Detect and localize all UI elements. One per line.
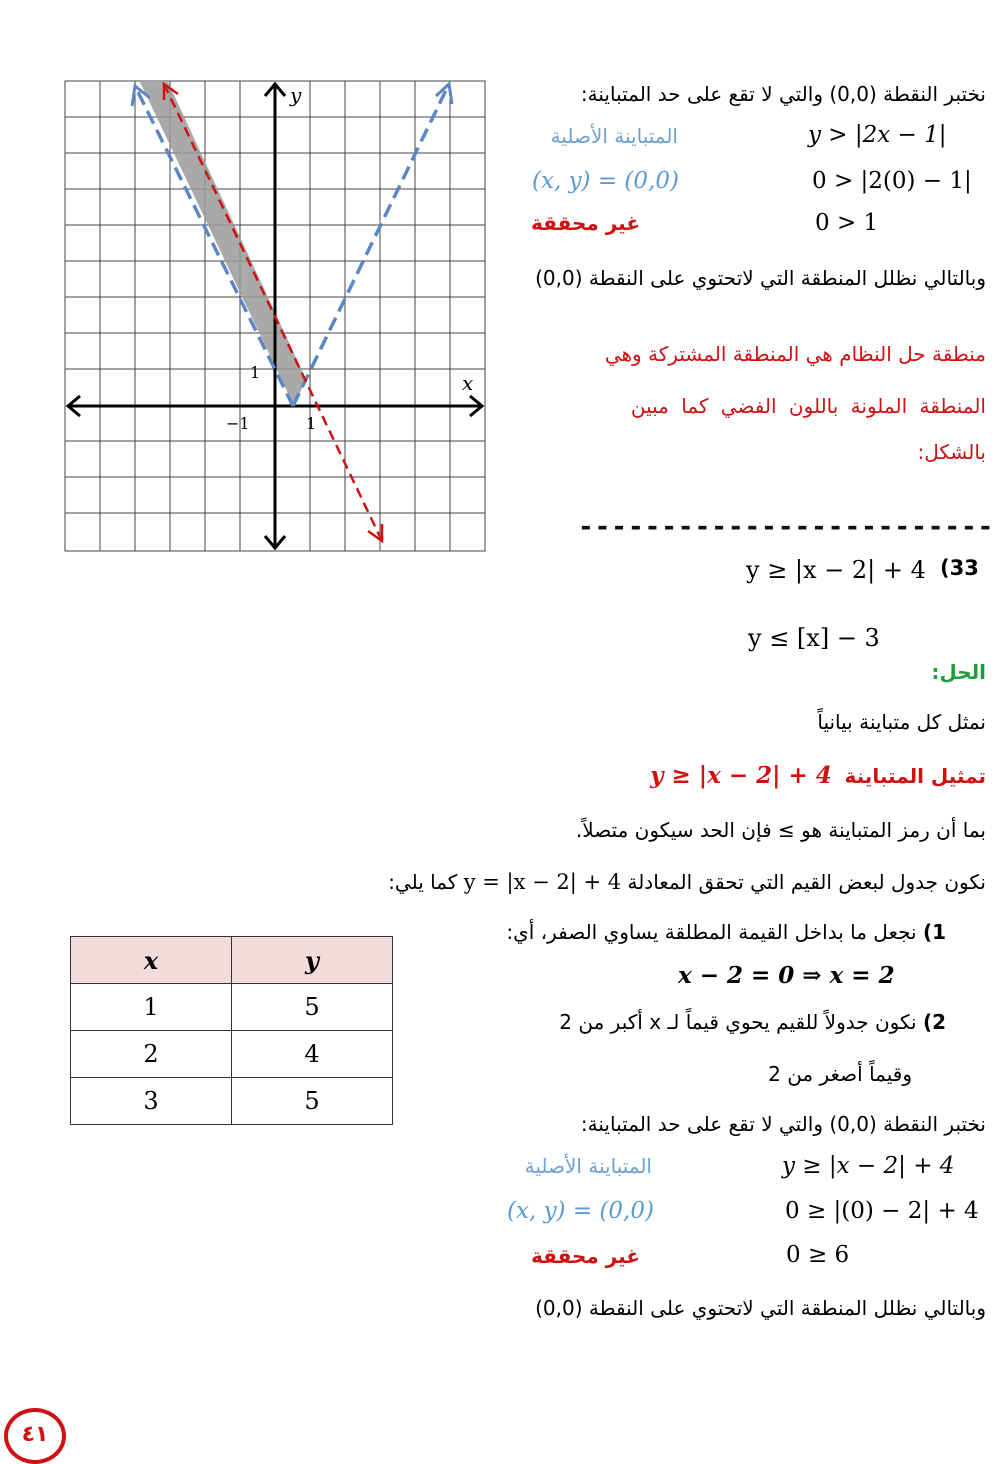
section-separator: ------------------------- [578, 512, 995, 542]
tick-label-x1: 1 [306, 414, 317, 433]
representation-title-math: y ≥ |x − 2| + 4 [650, 762, 832, 789]
original-inequality-1: y > |2x − 1| [808, 122, 947, 148]
shade-text-2: وبالتالي نظلل المنطقة التي لاتحتوي على النقطة (0,0) [535, 1296, 986, 1320]
result-1: 0 > 1 [815, 210, 879, 236]
step-1-math: x − 2 = 0 ⇒ x = 2 [678, 962, 895, 989]
step-2-number: 2) [922, 1010, 946, 1034]
substituted-inequality-1 [812, 168, 972, 194]
step-2-continued: وقيماً أصغر من 2 [768, 1062, 912, 1086]
table-intro-text-1: نكون جدول لبعض القيم التي تحقق المعادلة [627, 870, 986, 894]
step-1-number: 1) [922, 920, 946, 944]
values-table [70, 936, 393, 1125]
problem-inequality-2: y ≤ [x] − 3 [748, 624, 880, 652]
result-2: 0 ≥ 6 [786, 1242, 850, 1268]
table-cell: 3 [71, 1078, 232, 1125]
substituted-inequality-2: 0 ≥ |(0) − 2| + 4 [785, 1198, 979, 1224]
table-header-y: y [232, 937, 393, 984]
step-2-text: نكون جدولاً للقيم يحوي قيماً لـ x أكبر من 2 [559, 1010, 917, 1034]
conclusion-line-2: المنطقة الملونة باللون الفضي كما مبين [630, 394, 986, 418]
representation-title-ar: تمثيل المتباينة [844, 764, 986, 788]
inequality-graph [60, 76, 492, 556]
table-cell: 2 [71, 1031, 232, 1078]
represent-line: نمثل كل متباينة بيانياً [817, 710, 986, 734]
conclusion-line-3: بالشكل: [917, 440, 986, 464]
test-intro-1: نختبر النقطة (0,0) والتي لا تقع على حد المتباينة: [580, 82, 986, 106]
table-intro [388, 870, 986, 894]
table-cell: 5 [232, 1078, 393, 1125]
step-1-text: نجعل ما بداخل القيمة المطلقة يساوي الصفر، أي: [506, 920, 917, 944]
table-header-x: x [71, 937, 232, 984]
point-label-2: (x, y) = (0,0) [507, 1198, 654, 1224]
original-label-2: المتباينة الأصلية [524, 1154, 652, 1178]
table-intro-text-2: كما يلي: [388, 870, 458, 894]
original-label-1: المتباينة الأصلية [550, 124, 678, 148]
not-satisfied-2: غير محققة [531, 1244, 640, 1268]
table-row [71, 1031, 393, 1078]
test-intro-2: نختبر النقطة (0,0) والتي لا تقع على حد المتباينة: [580, 1112, 986, 1136]
step-1 [506, 920, 946, 944]
solution-heading: الحل: [931, 660, 986, 684]
page-number: ٤١ [4, 1408, 66, 1464]
table-row [71, 984, 393, 1031]
conclusion-line-1: منطقة حل النظام هي المنطقة المشتركة وهي [604, 342, 986, 366]
table-intro-equation: y = |x − 2| + 4 [463, 870, 622, 894]
original-inequality-2: y ≥ |x − 2| + 4 [782, 1153, 955, 1179]
representation-title [650, 762, 986, 789]
not-satisfied-1: غير محققة [531, 211, 640, 235]
problem-number: (33 [940, 556, 979, 580]
x-axis-label: x [462, 371, 474, 395]
since-line: بما أن رمز المتباينة هو ≥ فإن الحد سيكون متصلاً. [575, 818, 986, 842]
table-header-row [71, 937, 393, 984]
sub-inequality-text-1: 0 > |2(0) − 1| [812, 168, 972, 194]
tick-label-y1: 1 [250, 363, 261, 382]
step-2 [559, 1010, 946, 1034]
table-row [71, 1078, 393, 1125]
table-cell: 4 [232, 1031, 393, 1078]
shade-text-1: وبالتالي نظلل المنطقة التي لاتحتوي على النقطة (0,0) [535, 266, 986, 290]
table-cell: 1 [71, 984, 232, 1031]
tick-label-neg1: −1 [226, 414, 250, 433]
problem-inequality-1: y ≥ |x − 2| + 4 [746, 556, 926, 584]
y-axis-label: y [290, 83, 302, 107]
table-cell: 5 [232, 984, 393, 1031]
solution-region [140, 82, 306, 406]
point-label-1: (x, y) = (0,0) [532, 168, 679, 194]
